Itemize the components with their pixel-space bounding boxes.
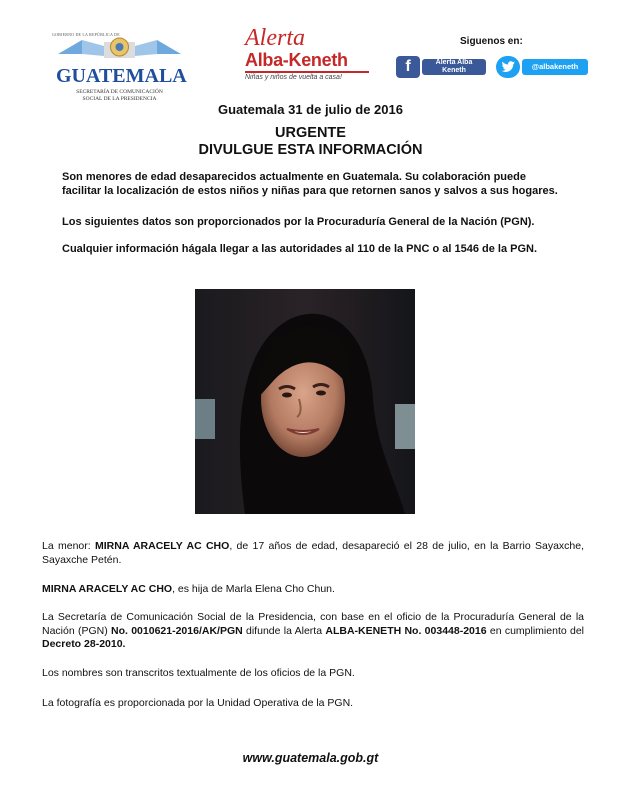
- alba-keneth-logo: [243, 26, 371, 86]
- decree-number: Decreto 28-2010.: [42, 638, 126, 650]
- facebook-badge[interactable]: [396, 56, 488, 78]
- detail-paragraph-1: [42, 540, 584, 567]
- detail-paragraph-2: [42, 583, 584, 597]
- footer-url[interactable]: www.guatemala.gob.gt: [242, 751, 379, 765]
- twitter-icon: [496, 56, 520, 78]
- detail-paragraph-5: La fotografía es proporcionada por la Unidad Operativa de la PGN.: [42, 697, 354, 709]
- detail-2-rest: , es hija de Marla Elena Cho Chun.: [172, 583, 335, 595]
- missing-person-name: MIRNA ARACELY AC CHO: [95, 540, 230, 552]
- oficio-number: No. 0010621-2016/AK/PGN: [111, 624, 243, 637]
- facebook-label-line-2: Keneth: [442, 67, 466, 74]
- detail-paragraph-4: Los nombres son transcritos textualmente de los oficios de la PGN.: [42, 667, 355, 679]
- alert-title-line-1: Alerta: [245, 25, 305, 51]
- detail-paragraph-3: [42, 611, 584, 652]
- alert-number: ALBA-KENETH No. 003448-2016: [325, 624, 487, 637]
- urgent-title: URGENTE: [275, 125, 346, 141]
- detail-1-rest: , de 17 años de edad, desapareció el 28 de julio, en la Barrio Sayaxche, Sayaxche Petén.: [42, 540, 585, 566]
- divulge-title: DIVULGUE ESTA INFORMACIÓN: [198, 142, 423, 158]
- detail-3-a: La Secretaría de Comunicación Social de la Presidencia, con base en el oficio de la Procuraduría General de la Nación (PGN): [42, 611, 584, 637]
- missing-person-name-2: MIRNA ARACELY AC CHO: [42, 583, 173, 595]
- detail-1-intro: La menor:: [42, 540, 95, 552]
- facebook-icon: f: [396, 56, 420, 78]
- twitter-badge[interactable]: [496, 56, 591, 78]
- secretaria-line-2: SOCIAL DE LA PRESIDENCIA: [82, 96, 157, 102]
- twitter-label: @albakeneth: [522, 59, 588, 75]
- alert-tagline: Niñas y niños de vuelta a casa!: [245, 74, 342, 81]
- intro-paragraph-1: Son menores de edad desaparecidos actualmente en Guatemala. Su colaboración puede facilitar la localización de estos niños y niñas para que retornen sanos y salvos a sus hogares.: [62, 171, 558, 197]
- alert-title-line-2: Alba-Keneth: [245, 50, 348, 70]
- alert-underline: [245, 71, 369, 73]
- facebook-label-line-1: Alerta Alba: [435, 59, 473, 66]
- follow-label: Siguenos en:: [460, 36, 523, 47]
- government-line: GOBIERNO DE LA REPÚBLICA DE: [52, 32, 120, 37]
- intro-paragraph-3: Cualquier información hágala llegar a las autoridades al 110 de la PNC o al 1546 de la PGN.: [62, 243, 538, 255]
- guatemala-logo: [52, 28, 187, 108]
- missing-person-photo: [195, 289, 415, 514]
- intro-paragraph-2: Los siguientes datos son proporcionados por la Procuraduría General de la Nación (PGN).: [62, 216, 535, 228]
- facebook-label: [422, 59, 486, 75]
- country-name: GUATEMALA: [56, 65, 187, 87]
- secretaria-line-1: SECRETARÍA DE COMUNICACIÓN: [76, 89, 163, 95]
- detail-3-b: difunde la Alerta: [242, 624, 326, 637]
- urgent-heading: [0, 125, 621, 159]
- alert-date: Guatemala 31 de julio de 2016: [218, 102, 403, 117]
- detail-3-c: en cumplimiento del: [486, 624, 584, 637]
